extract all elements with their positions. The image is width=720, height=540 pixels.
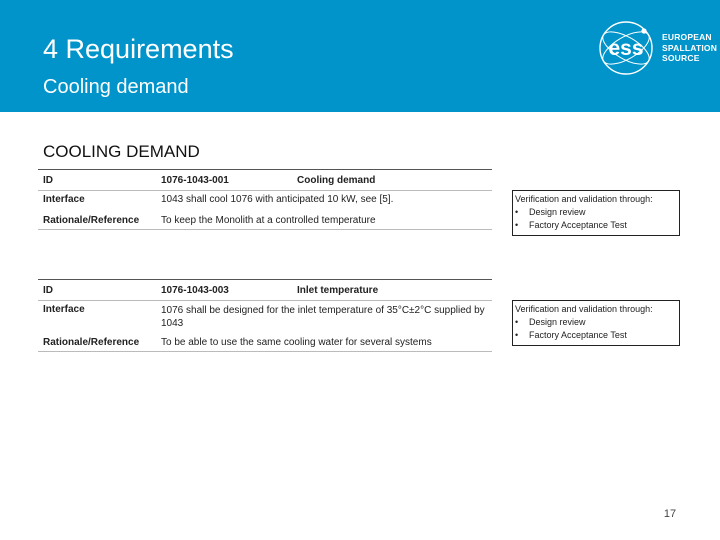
requirement-name: Inlet temperature xyxy=(292,280,492,301)
id-label: ID xyxy=(38,280,156,301)
verification-list xyxy=(515,316,676,342)
verification-list xyxy=(515,206,676,232)
requirement-rationale-row xyxy=(38,334,492,352)
list-item: • Design review xyxy=(515,317,586,327)
rationale-label: Rationale/Reference xyxy=(38,212,156,230)
requirement-id-row xyxy=(38,280,492,301)
ess-logo-icon xyxy=(596,18,656,78)
ess-logo xyxy=(596,18,718,78)
requirement-interface-row xyxy=(38,191,492,213)
verification-box xyxy=(512,300,680,346)
list-item: • Design review xyxy=(515,207,586,217)
requirement-rationale-row xyxy=(38,212,492,230)
verification-box xyxy=(512,190,680,236)
bullet-icon: • xyxy=(515,220,519,230)
interface-text: 1076 shall be designed for the inlet temperature of 35°C±2°C supplied by 1043 xyxy=(161,305,485,329)
logo-line: SOURCE xyxy=(662,53,700,63)
requirement-id-row xyxy=(38,170,492,191)
requirement-id: 1076-1043-003 xyxy=(156,280,292,301)
bullet-icon: • xyxy=(515,317,519,327)
slide-subtitle: Cooling demand xyxy=(43,76,189,98)
slide-header xyxy=(0,0,720,112)
logo-line: SPALLATION xyxy=(662,42,718,53)
section-heading: COOLING DEMAND xyxy=(43,142,200,161)
requirement-interface-row xyxy=(38,301,492,335)
logo-mark-text: ess xyxy=(608,37,644,60)
logo-line: EUROPEAN xyxy=(662,32,712,42)
interface-text: 1043 shall cool 1076 with anticipated 10 kW, see [5]. xyxy=(161,194,394,205)
slide-title: 4 Requirements xyxy=(43,34,234,64)
requirement-name: Cooling demand xyxy=(292,170,492,191)
interface-label: Interface xyxy=(43,194,85,205)
verification-title: Verification and validation through: xyxy=(515,304,653,314)
requirement-table xyxy=(38,169,492,230)
list-item: • Factory Acceptance Test xyxy=(515,330,627,340)
interface-label: Interface xyxy=(43,304,85,315)
page-number: 17 xyxy=(663,508,677,520)
rationale-text: To keep the Monolith at a controlled temperature xyxy=(156,212,492,230)
id-label: ID xyxy=(38,170,156,191)
list-item: • Factory Acceptance Test xyxy=(515,220,627,230)
requirement-table xyxy=(38,279,492,352)
rationale-label: Rationale/Reference xyxy=(38,334,156,352)
requirement-id: 1076-1043-001 xyxy=(156,170,292,191)
bullet-icon: • xyxy=(515,207,519,217)
bullet-icon: • xyxy=(515,330,519,340)
rationale-text: To be able to use the same cooling water for several systems xyxy=(156,334,492,352)
logo-wordmark xyxy=(662,32,717,64)
verification-title: Verification and validation through: xyxy=(515,194,653,204)
